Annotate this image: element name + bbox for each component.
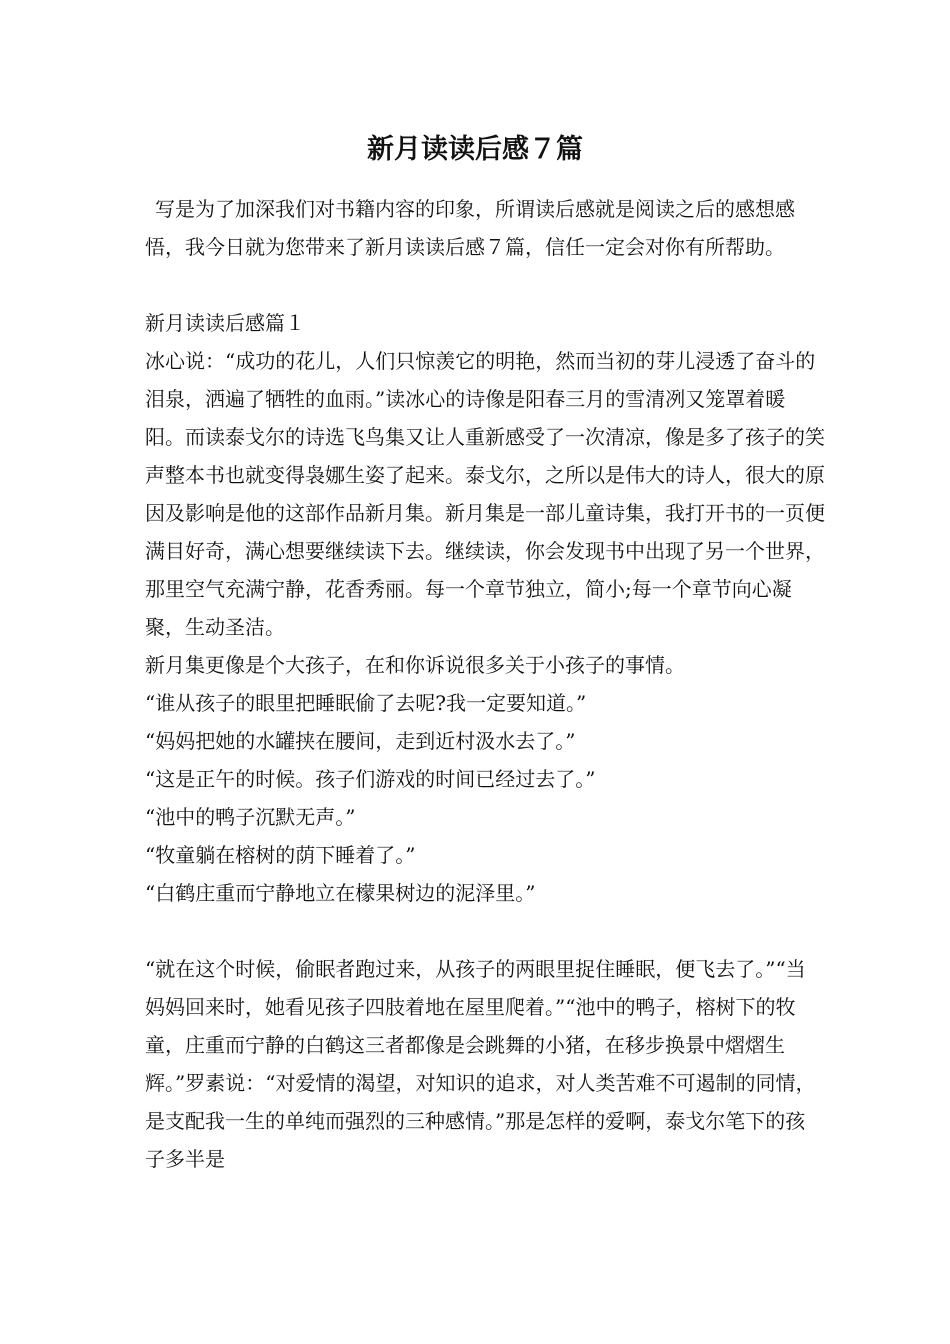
body-paragraph-2: 新月集更像是个大孩子，在和你诉说很多关于小孩子的事情。: [145, 653, 685, 677]
quote-line-6: “白鹤庄重而宁静地立在檬果树边的泥泽里。”: [145, 881, 536, 905]
section-heading: 新月读读后感篇１: [145, 311, 305, 335]
quote-line-2: “妈妈把她的水罐挟在腰间，走到近村汲水去了。”: [145, 729, 576, 753]
document-title: 新月读读后感７篇: [367, 134, 583, 165]
body-paragraph-3: “就在这个时候，偷眠者跑过来，从孩子的两眼里捉住睡眠，便飞去了。”“当妈妈回来时，她看见孩子四肢着地在屋里爬着。”“池中的鸭子，榕树下的牧童，庄重而宁静的白鹤这三者都像是会跳舞的小猪，在移步换景中熠熠生辉。”罗素说：“对爱情的渴望，对知识的追求，对人类苦难不可遏制的同情，是支配我一生的单纯而强烈的三种感情。”那是怎样的爱啊，泰戈尔笔下的孩子多半是: [145, 957, 816, 1171]
intro-paragraph: 写是为了加深我们对书籍内容的印象，所谓读后感就是阅读之后的感想感悟，我今日就为您带来了新月读读后感７篇，信任一定会对你有所帮助。: [145, 197, 795, 259]
paragraph-spacer: [145, 266, 825, 304]
quote-line-1: “谁从孩子的眼里把睡眠偷了去呢?我一定要知道。”: [145, 691, 587, 715]
quote-line-5: “牧童躺在榕树的荫下睡着了。”: [145, 843, 416, 867]
body-paragraph-1: 冰心说：“成功的花儿，人们只惊羡它的明艳，然而当初的芽儿浸透了奋斗的泪泉，洒遍了牺牲的血雨。”读冰心的诗像是阳春三月的雪清冽又笼罩着暖阳。而读泰戈尔的诗选飞鸟集又让人重新感受了一次清凉，像是多了孩子的笑声整本书也就变得袅娜生姿了起来。泰戈尔，之所以是伟大的诗人，很大的原因及影响是他的这部作品新月集。新月集是一部儿童诗集，我打开书的一页便满目好奇，满心想要继续读下去。继续读，你会发现书中出现了另一个世界，那里空气充满宁静，花香秀丽。每一个章节独立，简小;每一个章节向心凝聚，生动圣洁。: [145, 349, 825, 639]
document-body: [145, 190, 825, 1178]
paragraph-spacer: [145, 912, 825, 950]
quote-line-4: “池中的鸭子沉默无声。”: [145, 805, 356, 829]
quote-line-3: “这是正午的时候。孩子们游戏的时间已经过去了。”: [145, 767, 596, 791]
